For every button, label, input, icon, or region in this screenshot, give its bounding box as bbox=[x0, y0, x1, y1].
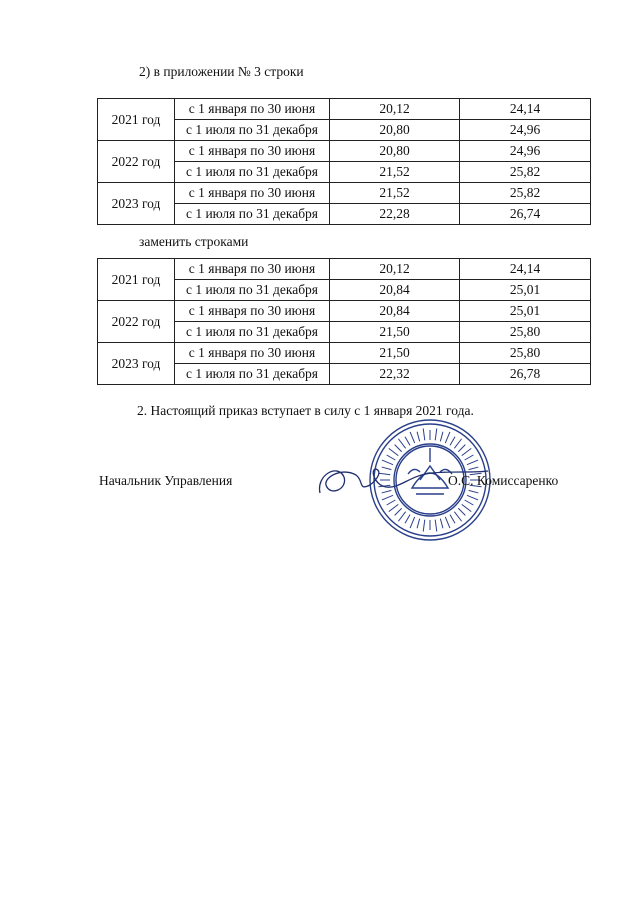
value-cell-2: 24,96 bbox=[460, 141, 591, 162]
seal-ring-tick bbox=[398, 512, 405, 522]
value-cell-1: 22,32 bbox=[330, 364, 460, 385]
value-cell-1: 20,12 bbox=[330, 99, 460, 120]
value-cell-1: 20,12 bbox=[330, 259, 460, 280]
seal-ring-tick bbox=[454, 512, 461, 522]
seal-ring-tick bbox=[450, 437, 455, 446]
value-cell-2: 25,82 bbox=[460, 162, 591, 183]
seal-ring-tick bbox=[462, 504, 472, 511]
seal-ring-tick bbox=[458, 445, 465, 452]
period-cell: с 1 июля по 31 декабря bbox=[175, 364, 330, 385]
seal-ring-tick bbox=[423, 428, 425, 440]
rates-table-old bbox=[97, 98, 591, 225]
signatory-name: О.С. Комиссаренко bbox=[448, 473, 559, 488]
table-row bbox=[98, 183, 591, 204]
seal-ring-tick bbox=[405, 437, 410, 446]
period-cell: с 1 января по 30 июня bbox=[175, 343, 330, 364]
table-row bbox=[98, 343, 591, 364]
period-cell: с 1 июля по 31 декабря bbox=[175, 322, 330, 343]
period-cell: с 1 июля по 31 декабря bbox=[175, 120, 330, 141]
period-cell: с 1 января по 30 июня bbox=[175, 259, 330, 280]
table-row bbox=[98, 141, 591, 162]
value-cell-1: 21,52 bbox=[330, 183, 460, 204]
seal-ring-tick bbox=[389, 504, 399, 511]
year-cell: 2021 год bbox=[98, 99, 175, 141]
value-cell-2: 24,14 bbox=[460, 99, 591, 120]
table-row bbox=[98, 259, 591, 280]
year-cell: 2022 год bbox=[98, 141, 175, 183]
year-cell: 2023 год bbox=[98, 183, 175, 225]
clause-2: 2. Настоящий приказ вступает в силу с 1 января 2021 года. bbox=[137, 403, 474, 418]
seal-ring-tick bbox=[417, 519, 420, 529]
seal-ring-tick bbox=[398, 439, 405, 449]
year-cell: 2021 год bbox=[98, 259, 175, 301]
value-cell-2: 25,80 bbox=[460, 343, 591, 364]
seal-ring-tick bbox=[410, 432, 415, 443]
table-row bbox=[98, 99, 591, 120]
seal-ring-tick bbox=[440, 432, 443, 442]
value-cell-2: 25,01 bbox=[460, 280, 591, 301]
rates-table-new bbox=[97, 258, 591, 385]
seal-ring-tick bbox=[395, 445, 402, 452]
seal-ring-tick bbox=[454, 439, 461, 449]
period-cell: с 1 июля по 31 декабря bbox=[175, 162, 330, 183]
seal-ring-tick bbox=[435, 520, 437, 532]
value-cell-2: 24,96 bbox=[460, 120, 591, 141]
seal-ring-tick bbox=[458, 508, 465, 515]
seal-ring-tick bbox=[410, 517, 415, 528]
value-cell-2: 24,14 bbox=[460, 259, 591, 280]
value-cell-1: 20,80 bbox=[330, 141, 460, 162]
value-cell-1: 20,84 bbox=[330, 301, 460, 322]
signatory-title: Начальник Управления bbox=[99, 473, 233, 488]
value-cell-1: 21,52 bbox=[330, 162, 460, 183]
seal-ring-tick bbox=[445, 517, 450, 528]
value-cell-1: 21,50 bbox=[330, 343, 460, 364]
year-cell: 2023 год bbox=[98, 343, 175, 385]
seal-ring-tick bbox=[440, 519, 443, 529]
seal-ring-tick bbox=[405, 515, 410, 524]
value-cell-1: 21,50 bbox=[330, 322, 460, 343]
seal-ring-tick bbox=[395, 508, 402, 515]
value-cell-2: 26,74 bbox=[460, 204, 591, 225]
value-cell-2: 25,82 bbox=[460, 183, 591, 204]
value-cell-2: 26,78 bbox=[460, 364, 591, 385]
item-intro: 2) в приложении № 3 строки bbox=[139, 64, 304, 79]
year-cell: 2022 год bbox=[98, 301, 175, 343]
period-cell: с 1 июля по 31 декабря bbox=[175, 204, 330, 225]
period-cell: с 1 июля по 31 декабря bbox=[175, 280, 330, 301]
value-cell-1: 22,28 bbox=[330, 204, 460, 225]
replace-text: заменить строками bbox=[139, 234, 249, 249]
period-cell: с 1 января по 30 июня bbox=[175, 183, 330, 204]
value-cell-2: 25,01 bbox=[460, 301, 591, 322]
seal-ring-tick bbox=[445, 432, 450, 443]
seal-ring-tick bbox=[423, 520, 425, 532]
value-cell-1: 20,84 bbox=[330, 280, 460, 301]
seal-ring-tick bbox=[435, 428, 437, 440]
period-cell: с 1 января по 30 июня bbox=[175, 141, 330, 162]
value-cell-2: 25,80 bbox=[460, 322, 591, 343]
value-cell-1: 20,80 bbox=[330, 120, 460, 141]
table-row bbox=[98, 301, 591, 322]
period-cell: с 1 января по 30 июня bbox=[175, 301, 330, 322]
seal-ring-tick bbox=[417, 432, 420, 442]
period-cell: с 1 января по 30 июня bbox=[175, 99, 330, 120]
seal-ring-tick bbox=[450, 515, 455, 524]
